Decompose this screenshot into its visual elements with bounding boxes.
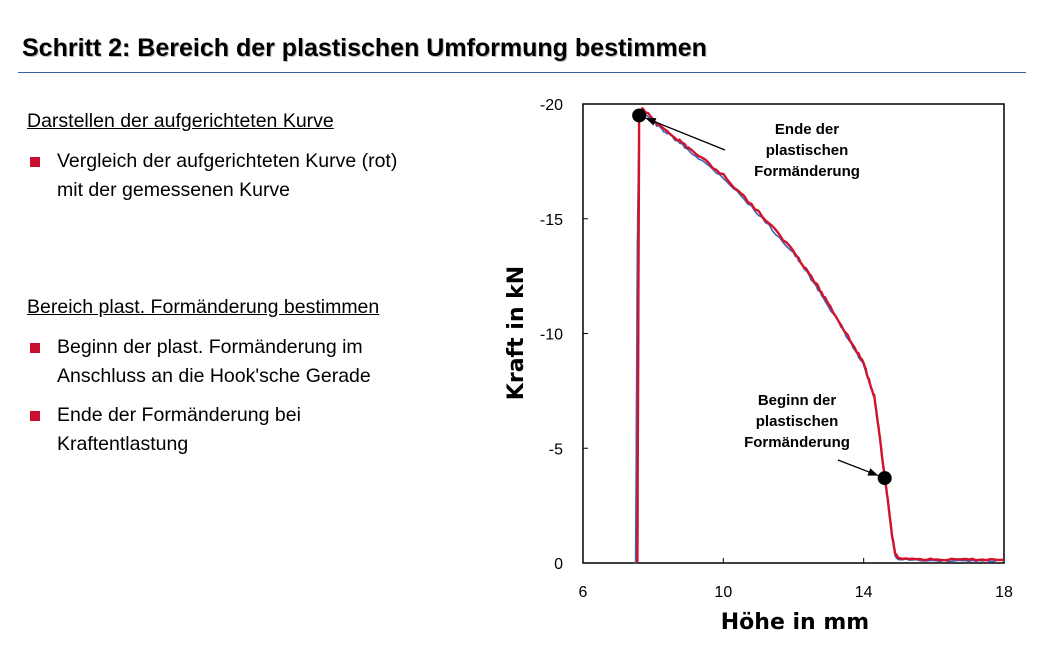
x-tick-label: 14 [854,584,873,601]
section-heading-2: Bereich plast. Formänderung bestimmen [27,296,380,318]
annotation-arrowhead [867,468,878,475]
bullet-text-2: Beginn der plast. Formänderung im Anschluss an die Hook'sche Gerade [57,336,371,387]
y-tick-label: -10 [539,326,563,344]
y-tick-label: 0 [554,556,563,573]
x-tick-label: 18 [995,584,1013,601]
annotation-marker [878,471,892,485]
y-tick-label: -20 [539,97,563,114]
bullet-text-1: Vergleich der aufgerichteten Kurve (rot) mit der gemessenen Kurve [57,150,398,201]
y-tick-label: -5 [548,441,563,459]
y-axis-title: Kraft in kN [504,265,529,401]
x-tick-label: 6 [578,584,588,601]
y-tick-label: -15 [539,211,563,229]
annotation-label: Ende der plastischen Formänderung [754,121,860,180]
annotation-arrowhead [646,118,657,125]
x-tick-label: 10 [714,584,733,601]
annotation-label: Beginn der plastischen Formänderung [744,392,850,451]
x-axis-title: Höhe in mm [720,610,870,635]
slide-title: Schritt 2: Bereich der plastischen Umformung bestimmen [22,34,707,62]
bullet-text-3: Ende der Formänderung bei Kraftentlastung [57,404,301,455]
section-heading-1: Darstellen der aufgerichteten Kurve [27,110,334,132]
annotation-marker [632,108,646,122]
